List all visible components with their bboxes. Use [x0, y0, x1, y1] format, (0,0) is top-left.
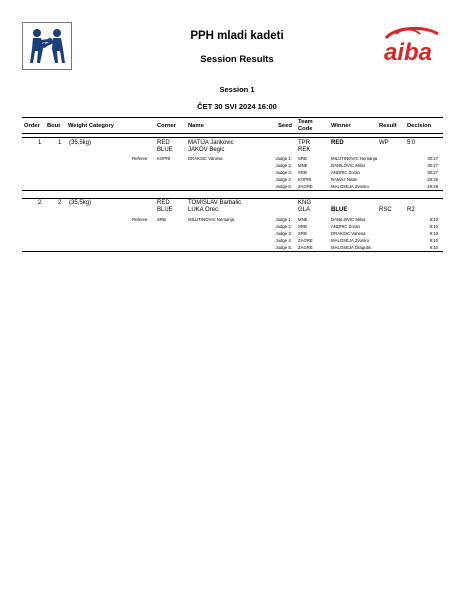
- col-weight-category: Weight Category: [68, 123, 114, 129]
- judge-score: 30:27: [427, 163, 438, 168]
- red-team-code: KNG: [298, 200, 312, 206]
- judge-country: ZAGRE: [298, 238, 313, 243]
- red-corner: RED: [157, 200, 170, 206]
- judge-label: Judge 5:: [275, 245, 292, 250]
- judge-name: MILUTINOVIC Nemanja: [331, 156, 378, 161]
- bout-1-top-rule: [22, 137, 443, 138]
- judge-country: SRB: [298, 156, 307, 161]
- bout-1-bottom-rule: [22, 190, 443, 191]
- bout-number: 1: [58, 140, 62, 146]
- judge-score: 9:10: [429, 245, 438, 250]
- blue-corner: BLUE: [157, 207, 173, 213]
- referee-label: Referee:: [132, 156, 149, 161]
- judge-country: ZAGRE: [298, 245, 313, 250]
- winner: RED: [331, 140, 344, 146]
- blue-corner: BLUE: [157, 147, 173, 153]
- judge-score: 30:27: [427, 156, 438, 161]
- judge-country: SRB: [298, 224, 307, 229]
- judge-score: 9:10: [429, 238, 438, 243]
- judge-score: 8:10: [429, 217, 438, 222]
- weight-category: (35,5kg): [69, 140, 92, 146]
- judge-label: Judge 2:: [275, 224, 292, 229]
- judge-label: Judge 4:: [275, 177, 292, 182]
- red-corner: RED: [157, 140, 170, 146]
- bout-order: 2: [38, 200, 42, 206]
- judge-score: 8:10: [429, 231, 438, 236]
- judge-label: Judge 3:: [275, 231, 292, 236]
- judge-score: 30:27: [427, 170, 438, 175]
- blue-team-code: GLA: [298, 207, 311, 213]
- judge-name: DANILOVIC Milos: [331, 217, 366, 222]
- col-winner: Winner: [331, 123, 351, 129]
- session-label: Session 1: [219, 85, 255, 94]
- referee-name: DRAKSIC Vanesa: [188, 156, 223, 161]
- red-boxer-name: TOMISLAV Barbalic: [188, 200, 242, 206]
- referee-name: MILUTINOVIC Nemanja: [188, 217, 235, 222]
- red-boxer-name: MATIJA Jankovic: [188, 140, 234, 146]
- judge-score: 8:10: [429, 224, 438, 229]
- judge-score: 29:28: [427, 184, 438, 189]
- header-top-rule: [22, 117, 443, 118]
- judge-row: [0, 224, 474, 231]
- referee-country: SRB: [157, 217, 166, 222]
- judge-country: SRB: [298, 170, 307, 175]
- judge-name: DRAKSIC Vanesa: [331, 231, 366, 236]
- event-title: PPH mladi kadeti: [190, 30, 284, 42]
- bout-number: 2: [58, 200, 62, 206]
- referee-country: KOPRI: [157, 156, 171, 161]
- judge-name: ANDRIC Zoran: [331, 170, 360, 175]
- judge-name: MALOSEJA Dragutin: [331, 245, 372, 250]
- bout-2-bottom-rule: [22, 251, 443, 252]
- judge-country: KOPRI: [298, 177, 312, 182]
- judge-name: DANILOVIC Milos: [331, 163, 366, 168]
- bout-2-top-rule: [22, 198, 443, 199]
- decision: 5:0: [407, 140, 416, 146]
- col-corner: Corner: [157, 123, 177, 129]
- judge-row: [0, 177, 474, 184]
- col-team-code-line1: Team: [298, 119, 313, 125]
- judge-name: MALOSEJA Zvonko: [331, 238, 369, 243]
- judge-row: [0, 217, 474, 224]
- result: RSC: [379, 207, 392, 213]
- judge-country: ZAGRE: [298, 184, 313, 189]
- judge-name: RAMAJ Nisim: [331, 177, 358, 182]
- judge-label: Judge 4:: [275, 238, 292, 243]
- judge-label: Judge 2:: [275, 163, 292, 168]
- red-team-code: TPR: [298, 140, 310, 146]
- col-team-code-line2: Code: [298, 126, 313, 132]
- judge-country: SRB: [298, 231, 307, 236]
- bout-order: 1: [38, 140, 42, 146]
- page-subtitle: Session Results: [200, 54, 274, 65]
- judge-score: 29:28: [427, 177, 438, 182]
- col-bout: Bout: [47, 123, 61, 129]
- result: WP: [379, 140, 389, 146]
- judge-row: [0, 170, 474, 177]
- referee-label: Referee:: [132, 217, 149, 222]
- judge-row: [0, 163, 474, 170]
- judge-row: [0, 156, 474, 163]
- col-seed: Seed: [278, 123, 292, 129]
- judge-country: MNE: [298, 217, 308, 222]
- judge-label: Judge 5:: [275, 184, 292, 189]
- blue-team-code: REK: [298, 147, 311, 153]
- session-datetime: ČET 30 SVI 2024 16:00: [197, 102, 277, 111]
- col-result: Result: [379, 123, 397, 129]
- judge-name: ANDRIC Zoran: [331, 224, 360, 229]
- blue-boxer-name: LUKA Orec: [188, 207, 219, 213]
- judge-name: MALOSEJA Zvonko: [331, 184, 369, 189]
- weight-category: (35,5kg): [69, 200, 92, 206]
- judge-label: Judge 1:: [275, 217, 292, 222]
- col-order: Order: [24, 123, 40, 129]
- blue-boxer-name: JAKOV Begic: [188, 147, 225, 153]
- judge-country: MNE: [298, 163, 308, 168]
- judge-row: [0, 238, 474, 245]
- judge-row: [0, 231, 474, 238]
- aiba-wordmark: aiba: [384, 39, 433, 66]
- col-decision: Decision: [407, 123, 432, 129]
- col-name: Name: [188, 123, 204, 129]
- header-bottom-rule: [22, 133, 443, 134]
- decision: R2: [407, 207, 415, 213]
- winner: BLUE: [331, 207, 348, 213]
- judge-label: Judge 1:: [275, 156, 292, 161]
- judge-label: Judge 3:: [275, 170, 292, 175]
